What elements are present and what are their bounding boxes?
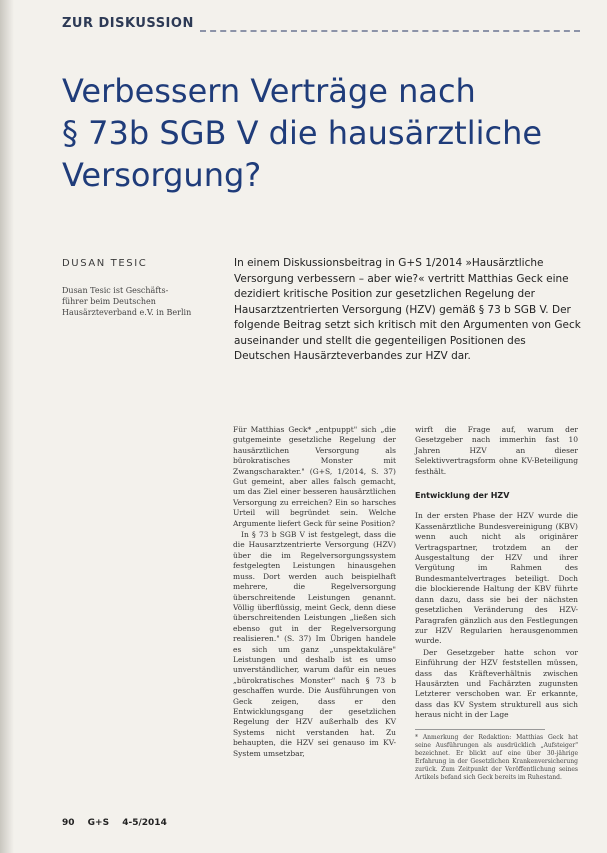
body-paragraph: In § 73 b SGB V ist festgelegt, dass die die Hausarztzentrierte Versorgung (HZV) über die im Regelversorgungssystem festgelegten Leistungen hinausgehen muss. Dort werden auch beispielhaft mehrere, die Regelversorgung überschreitende Leistungen genannt. Völlig überflüssig, meint Geck, denn diese überschreitenden Leistungen „ließen sich ebenso gut in der Regelversorgung realisieren." (S. 37) Im Übrigen handele es sich um ganz „unspektakuläre" Leistungen und deshalb ist es umso unverständlicher, warum dafür ein neues „bürokratisches Monster" nach § 73 b geschaffen wurde. Die Ausführungen von Geck zeigen, dass er den Entwicklungsgang der gesetzlichen Regelung der HZV außerhalb des KV Systems nicht verstanden hat. Zu behaupten, die HZV sei genauso im KV-System umsetzbar, (233, 530, 396, 758)
section-label: ZUR DISKUSSION (62, 16, 194, 31)
footnote: * Anmerkung der Redaktion: Matthias Geck hat seine Ausführungen als ausdrücklich „Aufsteiger" bezeichnet. Er blickt auf eine über 30-jährige Erfahrung in der Gesetzlichen Krankenversicherung zurück. Zum Zeitpunkt der Veröffentlichung seines Artikels befand sich Geck bereits im Ruhestand. (415, 733, 578, 781)
body-paragraph: Für Matthias Geck* „entpuppt" sich „die gutgemeinte gesetzliche Regelung der hausärztlichen Versorgung als bürokratisches Monster mit Zwangscharakter." (G+S, 1/2014, S. 37) Gut gemeint, aber alles falsch gemacht, um das Ziel einer besseren hausärztlichen Versorgung zu erreichen? Ein so harsches Urteil will begründet sein. Welche Argumente liefert Geck für seine Position? (233, 425, 396, 528)
body-paragraph: wirft die Frage auf, warum der Gesetzgeber nach immerhin fast 10 Jahren HZV an dieser Selektivvertragsform ohne KV-Beteiligung festhält. (415, 425, 578, 476)
scan-shadow (0, 0, 14, 853)
article-title: Verbessern Verträge nach § 73b SGB V die hausärztliche Versorgung? (62, 72, 543, 194)
body-paragraph: Der Gesetzgeber hatte schon vor Einführung der HZV feststellen müssen, dass das Kräfteverhältnis zwischen Hausärzten und Fachärzten zugunsten Letzterer verschoben war. Er erkannte, dass das KV System strukturell aus sich heraus nicht in der Lage (415, 647, 578, 720)
footnote-divider (415, 729, 545, 730)
body-column-left (233, 425, 396, 760)
issue-number: 4-5/2014 (122, 818, 167, 828)
author-bio: Dusan Tesic ist Geschäfts-führer beim Deutschen Hausärzteverband e.V. in Berlin (62, 286, 192, 317)
lead-paragraph: In einem Diskussionsbeitrag in G+S 1/2014 »Hausärztliche Versorgung verbessern – aber wie?« vertritt Matthias Geck eine dezidiert kritische Position zur gesetzlichen Regelung der Hausarztzentrierten Versorgung (HZV) gemäß § 73 b SGB V. Der folgende Beitrag setzt sich kritisch mit den Argumenten von Geck auseinander und stellt die gegenteiligen Positionen des Deutschen Hausärzteverbandes zur HZV dar. (234, 257, 581, 362)
journal-name: G+S (87, 818, 110, 828)
body-paragraph: In der ersten Phase der HZV wurde die Kassenärztliche Bundesvereinigung (KBV) wenn auch nicht als originärer Vertragspartner, trotzdem an der Ausgestaltung der HZV und ihrer Vergütung im Rahmen des Bundesmantelvertrages beteiligt. Doch die blockierende Haltung der KBV führte dann dazu, dass sie bei der nächsten gesetzlichen Veränderung des HZV-Paragrafen gänzlich aus den Festlegungen zur HZV Regularien herausgenommen wurde. (415, 511, 578, 646)
author-name: DUSAN TESIC (62, 258, 148, 269)
page-footer (62, 818, 167, 828)
header-rule (200, 30, 580, 32)
page-number: 90 (62, 818, 75, 828)
subheading: Entwicklung der HZV (415, 491, 510, 501)
body-column-right (415, 425, 578, 782)
